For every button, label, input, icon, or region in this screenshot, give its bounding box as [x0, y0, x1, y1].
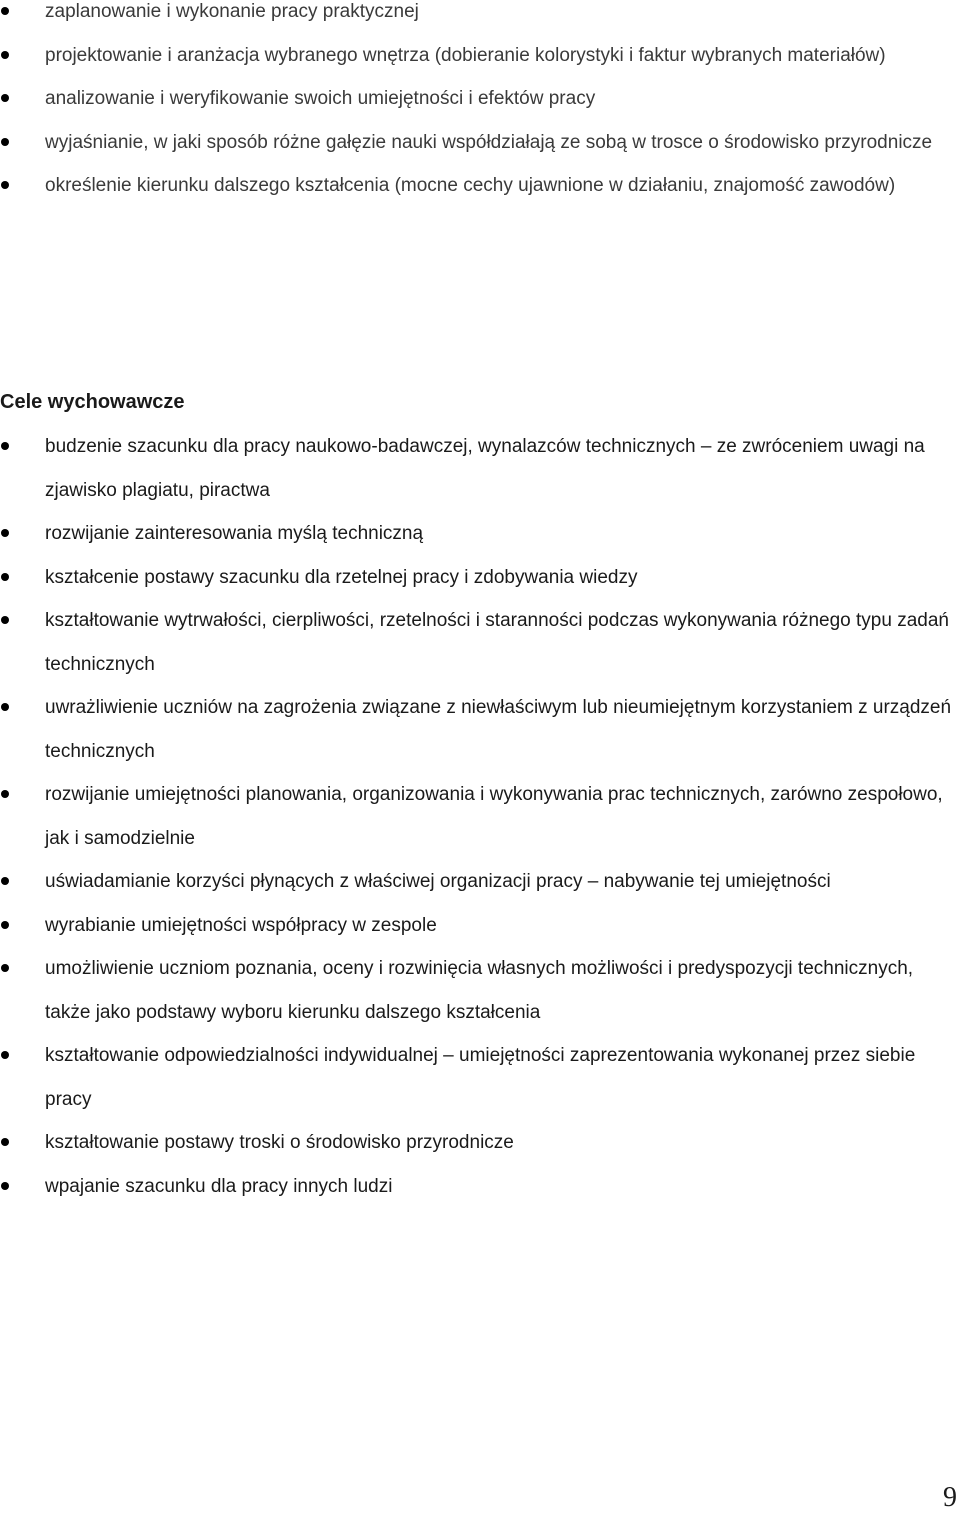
bullet-icon — [1, 921, 9, 929]
list-item-text: kształcenie postawy szacunku dla rzetelnej pracy i zdobywania wiedzy — [45, 566, 638, 588]
bullet-icon — [1, 1051, 9, 1059]
list-item — [0, 773, 958, 860]
bullet-icon — [1, 51, 9, 59]
list-item-text: projektowanie i aranżacja wybranego wnętrza (dobieranie kolorystyki i faktur wybranych materiałów) — [45, 44, 886, 66]
list-item — [0, 121, 950, 165]
bullet-icon — [1, 94, 9, 102]
bullet-icon — [1, 442, 9, 450]
list-item — [0, 1121, 958, 1165]
list-item-text: kształtowanie odpowiedzialności indywidualnej – umiejętności zaprezentowania wykonanej przez siebie pracy — [45, 1045, 916, 1110]
list-item-text: rozwijanie zainteresowania myślą techniczną — [45, 523, 424, 544]
list-item — [0, 425, 958, 512]
list-item-text: zaplanowanie i wykonanie pracy praktycznej — [45, 1, 419, 22]
bullet-icon — [1, 529, 9, 537]
bullet-icon — [1, 790, 9, 798]
educational-goals-list — [0, 425, 958, 1208]
list-item — [0, 1165, 958, 1209]
list-item-text: uwrażliwienie uczniów na zagrożenia związane z niewłaściwym lub nieumiejętnym korzystaniem z urządzeń technicznych — [45, 697, 952, 762]
list-item — [0, 164, 950, 208]
bullet-icon — [1, 7, 9, 15]
list-item — [0, 947, 958, 1034]
objectives-list-top — [0, 0, 950, 208]
list-item-text: wpajanie szacunku dla pracy innych ludzi — [45, 1175, 393, 1197]
list-item — [0, 686, 958, 773]
bullet-icon — [1, 181, 9, 189]
page-number: 9 — [943, 1482, 957, 1513]
bullet-icon — [1, 964, 9, 972]
list-item-text: wyjaśnianie, w jaki sposób różne gałęzie nauki współdziałają ze sobą w trosce o środowisko przyrodnicze — [45, 131, 933, 153]
list-item-text: rozwijanie umiejętności planowania, organizowania i wykonywania prac technicznych, zarówno zespołowo, jak i samodzielnie — [45, 784, 943, 849]
list-item-text: określenie kierunku dalszego kształcenia (mocne cechy ujawnione w działaniu, znajomość zawodów) — [45, 175, 896, 196]
bullet-icon — [1, 1138, 9, 1146]
list-item — [0, 1034, 958, 1121]
list-item-text: analizowanie i weryfikowanie swoich umiejętności i efektów pracy — [45, 88, 596, 109]
list-item — [0, 77, 950, 121]
list-item — [0, 0, 950, 34]
bullet-icon — [1, 1182, 9, 1190]
list-item — [0, 904, 958, 948]
list-item — [0, 599, 958, 686]
list-item — [0, 34, 950, 78]
list-item — [0, 860, 958, 904]
bullet-icon — [1, 703, 9, 711]
list-item-text: kształtowanie wytrwałości, cierpliwości, rzetelności i staranności podczas wykonywania różnego typu zadań technicznych — [45, 610, 949, 675]
list-item-text: kształtowanie postawy troski o środowisko przyrodnicze — [45, 1132, 514, 1153]
bullet-icon — [1, 877, 9, 885]
bullet-icon — [1, 616, 9, 624]
list-item-text: uświadamianie korzyści płynących z właściwej organizacji pracy – nabywanie tej umiejętności — [45, 871, 831, 892]
bullet-icon — [1, 138, 9, 146]
list-item-text: wyrabianie umiejętności współpracy w zespole — [45, 914, 437, 936]
list-item — [0, 556, 958, 600]
list-item — [0, 512, 958, 556]
bullet-icon — [1, 573, 9, 581]
list-item-text: umożliwienie uczniom poznania, oceny i rozwinięcia własnych możliwości i predyspozycji technicznych, także jako podstawy wyboru kierunku dalszego kształcenia — [45, 958, 914, 1023]
section-heading: Cele wychowawcze — [0, 391, 185, 413]
list-item-text: budzenie szacunku dla pracy naukowo-badawczej, wynalazców technicznych – ze zwróceniem uwagi na zjawisko plagiatu, piractwa — [45, 436, 925, 501]
